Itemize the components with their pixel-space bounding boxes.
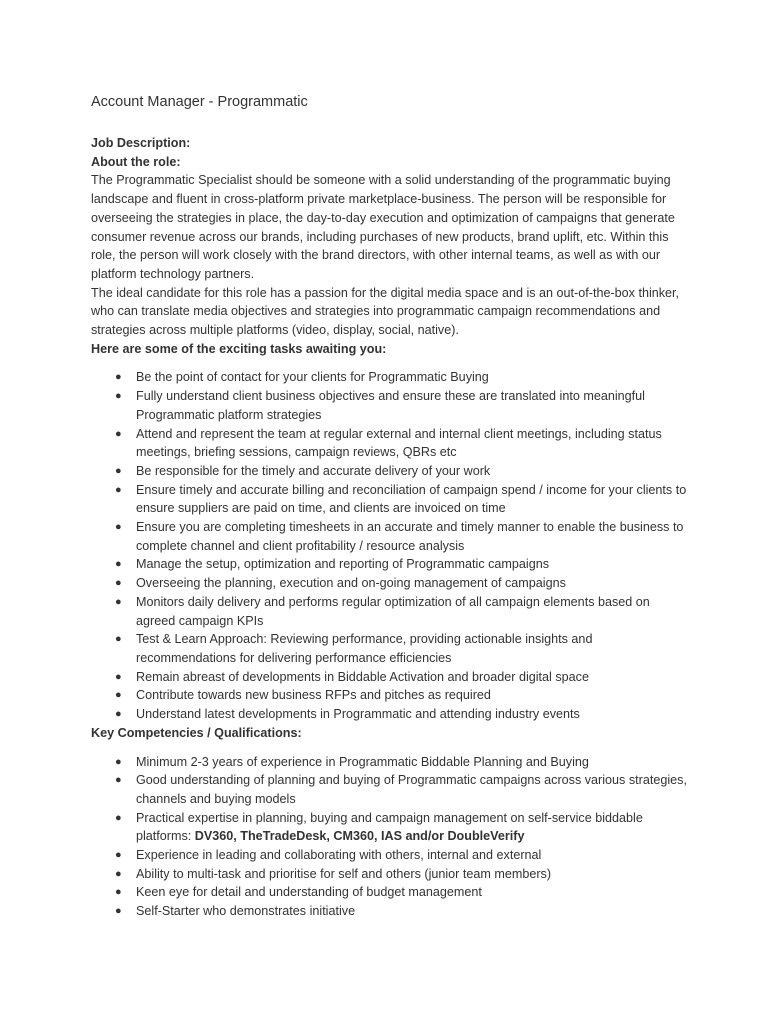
bullet-icon: ● [115, 774, 122, 787]
list-item-text: Keen eye for detail and understanding of budget management [136, 885, 482, 900]
list-item [91, 809, 691, 846]
list-item [91, 846, 691, 865]
list-item-text: Be responsible for the timely and accurate delivery of your work [136, 463, 491, 478]
list-item [91, 883, 691, 902]
bullet-icon: ● [115, 577, 122, 590]
list-item [91, 593, 691, 630]
bullet-icon: ● [115, 390, 122, 403]
bullet-icon: ● [115, 811, 122, 824]
list-item [91, 555, 691, 574]
about-paragraph-1: The Programmatic Specialist should be someone with a solid understanding of the programmatic buying landscape and fluent in cross-platform private marketplace-business. The person will be responsible for overseeing the strategies in place, the day-to-day execution and optimization of campaigns that generate consumer revenue across our brands, including purchases of new products, brand uplift, etc. Within this role, the person will work closely with the brand directors, with other internal teams, as well as with our platform technology partners. [91, 173, 675, 281]
bullet-icon: ● [115, 670, 122, 683]
list-item-text: Overseeing the planning, execution and on-going management of campaigns [136, 576, 566, 591]
qualifications-heading: Key Competencies / Qualifications: [91, 725, 302, 740]
list-item-text: Test & Learn Approach: Reviewing performance, providing actionable insights and recommendations for delivering performance efficiencies [136, 632, 593, 665]
list-item-text: Understand latest developments in Programmatic and attending industry events [136, 707, 580, 722]
list-item [91, 686, 691, 705]
list-item [91, 425, 691, 462]
list-item-text: Attend and represent the team at regular external and internal client meetings, including status meetings, briefing sessions, campaign reviews, QBRs etc [136, 426, 662, 460]
bullet-icon: ● [115, 755, 122, 768]
bullet-icon: ● [115, 595, 122, 608]
list-item [91, 668, 691, 687]
list-item [91, 518, 691, 555]
bullet-icon: ● [115, 633, 122, 646]
bullet-icon: ● [115, 427, 122, 440]
about-role-heading: About the role: [91, 154, 181, 169]
list-item [91, 753, 691, 772]
bullet-icon: ● [115, 886, 122, 899]
platforms-list-bold: DV360, TheTradeDesk, CM360, IAS and/or DoubleVerify [194, 829, 525, 844]
bullet-icon: ● [115, 464, 122, 477]
bullet-icon: ● [115, 371, 122, 384]
list-item-text: Self-Starter who demonstrates initiative [136, 904, 356, 919]
list-item [91, 574, 691, 593]
list-item [91, 462, 691, 481]
list-item-text: Fully understand client business objectives and ensure these are translated into meaningful Programmatic platform strategies [136, 389, 645, 422]
list-item-text: Practical expertise in planning, buying and campaign management on self-service biddable platforms: [136, 810, 643, 844]
list-item-text: Monitors daily delivery and performs regular optimization of all campaign elements based on agreed campaign KPIs [136, 594, 650, 628]
list-item-text: Minimum 2-3 years of experience in Programmatic Biddable Planning and Buying [136, 754, 589, 769]
list-item-text: Manage the setup, optimization and reporting of Programmatic campaigns [136, 557, 550, 572]
document-title: Account Manager - Programmatic [91, 94, 308, 110]
list-item [91, 771, 691, 808]
bullet-icon: ● [115, 905, 122, 918]
bullet-icon: ● [115, 483, 122, 496]
list-item [91, 865, 691, 884]
bullet-icon: ● [115, 867, 122, 880]
job-description-heading: Job Description: [91, 136, 191, 150]
list-item-text: Contribute towards new business RFPs and pitches as required [136, 688, 491, 703]
bullet-icon: ● [115, 689, 122, 702]
list-item-text: Be the point of contact for your clients for Programmatic Buying [136, 370, 489, 385]
list-item-text: Ensure you are completing timesheets in an accurate and timely manner to enable the business to complete channel and client profitability / resource analysis [136, 520, 684, 553]
bullet-icon: ● [115, 708, 122, 721]
bullet-icon: ● [115, 521, 122, 534]
bullet-icon: ● [115, 849, 122, 862]
list-item [91, 630, 691, 667]
tasks-heading: Here are some of the exciting tasks awaiting you: [91, 341, 387, 356]
list-item-text: Remain abreast of developments in Biddable Activation and broader digital space [136, 669, 589, 684]
list-item [91, 481, 691, 518]
qualifications-list [91, 753, 691, 921]
list-item [91, 902, 691, 921]
list-item-text: Ensure timely and accurate billing and reconciliation of campaign spend / income for your clients to ensure suppliers are paid on time, and clients are invoiced on time [136, 482, 687, 516]
list-item [91, 705, 691, 724]
list-item-text: Experience in leading and collaborating with others, internal and external [136, 848, 542, 863]
about-paragraph-2: The ideal candidate for this role has a passion for the digital media space and is an out-of-the-box thinker, who can translate media objectives and strategies into programmatic campaign recommendations and strategies across multiple platforms (video, display, social, native). [91, 285, 680, 338]
list-item-text: Good understanding of planning and buying of Programmatic campaigns across various strategies, channels and buying models [136, 773, 687, 806]
document-body [91, 134, 691, 921]
bullet-icon: ● [115, 558, 122, 571]
list-item-text: Ability to multi-task and prioritise for self and others (junior team members) [136, 866, 552, 881]
list-item [91, 387, 691, 424]
tasks-list [91, 368, 691, 723]
list-item [91, 368, 691, 387]
